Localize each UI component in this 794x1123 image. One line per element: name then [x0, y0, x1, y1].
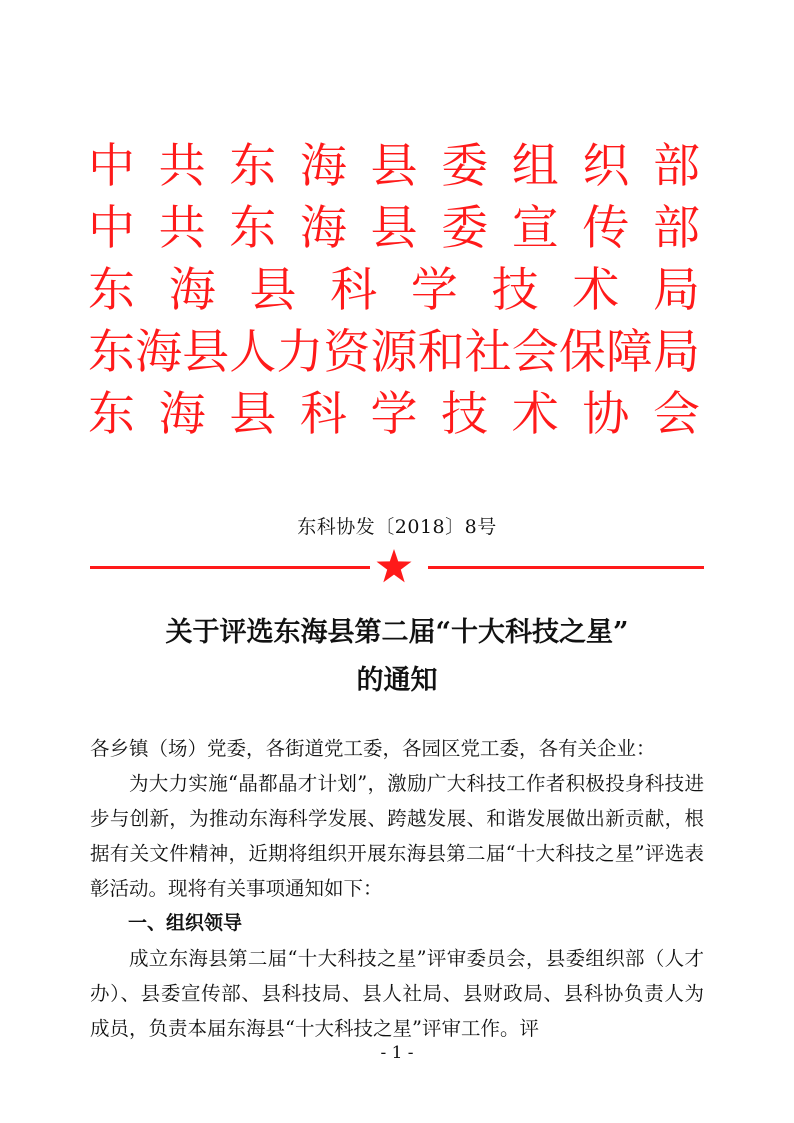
page-number: - 1 -: [380, 1043, 414, 1063]
red-divider-left: [90, 566, 370, 569]
red-divider-right: [428, 566, 704, 569]
issuer-science-technology-association: 东海县科学技术协会: [88, 387, 700, 442]
issuer-publicity-department: 中共东海县委宣传部: [88, 201, 700, 256]
title-line-2: 的通知: [356, 665, 438, 696]
issuer-organization-department: 中共东海县委组织部: [88, 139, 700, 194]
document-body: [90, 731, 704, 1046]
section-heading-organization: 一、组织领导: [128, 912, 243, 934]
section-paragraph-organization: 成立东海县第二届“十大科技之星”评审委员会，县委组织部（人才办）、县委宣传部、县科技局、县人社局、县财政局、县科协负责人为成员，负责本届东海县“十大科技之星”评审工作。评: [90, 947, 704, 1040]
issuing-organizations: [88, 136, 700, 446]
title-line-1: 关于评选东海县第二届“十大科技之星”: [165, 617, 629, 648]
document-title: [0, 609, 794, 705]
issuer-science-technology-bureau: 东海县科学技术局: [88, 263, 700, 318]
star-icon: [376, 549, 412, 583]
intro-paragraph: 为大力实施“晶都晶才计划”，激励广大科技工作者积极投身科技进步与创新，为推动东海科学发展、跨越发展、和谐发展做出新贡献，根据有关文件精神，近期将组织开展东海县第二届“十大科技之星”评选表彰活动。现将有关事项通知如下：: [90, 772, 704, 900]
document-number: 东科协发〔2018〕8号: [297, 516, 497, 538]
issuer-human-resources-bureau: 东海县人力资源和社会保障局: [88, 325, 700, 380]
salutation: 各乡镇（场）党委，各街道党工委，各园区党工委，各有关企业：: [90, 737, 656, 760]
